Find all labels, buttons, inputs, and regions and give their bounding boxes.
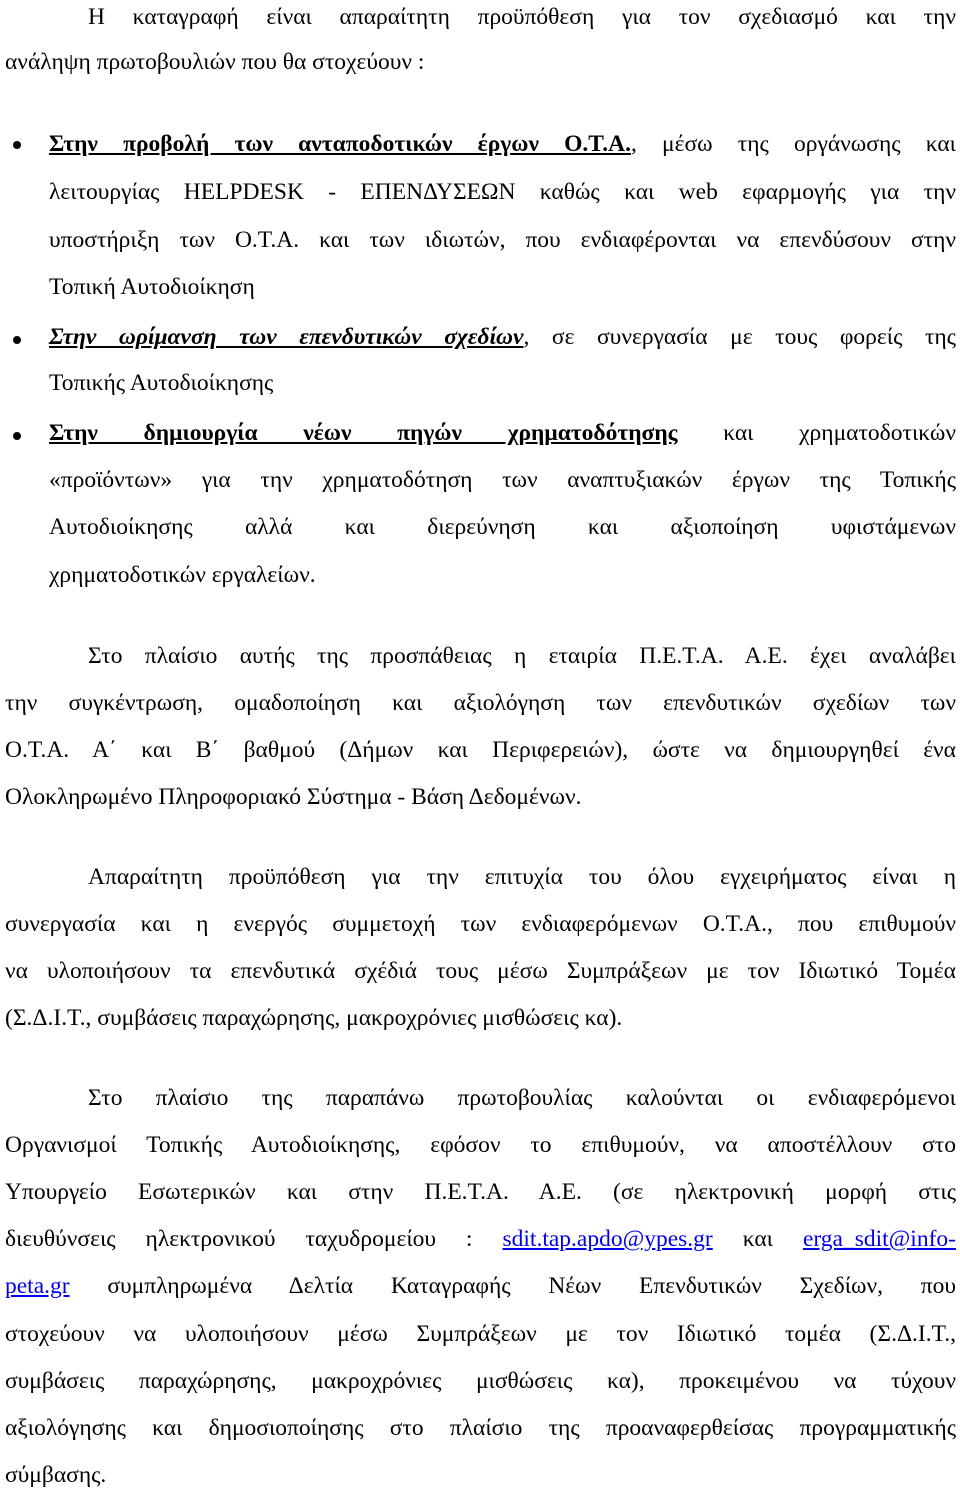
paragraph-4-line-5: [5, 1271, 956, 1301]
email-link-peta-continued[interactable]: peta.gr: [5, 1273, 70, 1299]
paragraph-4-line-4-mid: και: [712, 1226, 803, 1252]
paragraph-2-line-4: Ολοκληρωμένο Πληροφοριακό Σύστημα - Βάση Δεδομένων.: [5, 784, 582, 810]
bullet-1-line-4: Τοπική Αυτοδιοίκηση: [49, 274, 255, 300]
bullet-1-line-2: λειτουργίας HELPDESK - ΕΠΕΝΔΥΣΕΩΝ καθώς και web εφαρμογής για την: [49, 179, 956, 205]
paragraph-4-line-6: στοχεύουν να υλοποιήσουν μέσω Συμπράξεων με τον Ιδιωτικό τομέα (Σ.Δ.Ι.Τ.,: [5, 1321, 956, 1347]
bullet-2-line-2: Τοπικής Αυτοδιοίκησης: [49, 370, 274, 396]
bullet-1-line-3: υποστήριξη των Ο.Τ.Α. και των ιδιωτών, που ενδιαφέρονται να επενδύσουν στην: [49, 227, 956, 253]
bullet-3-emphasis: Στην δημιουργία νέων πηγών χρηματοδότησης: [49, 420, 678, 446]
paragraph-4-line-5-rest: συμπληρωμένα Δελτία Καταγραφής Νέων Επενδυτικών Σχεδίων, που: [69, 1273, 956, 1299]
bullet-2-line-1: [49, 322, 956, 352]
paragraph-1-line-1: Η καταγραφή είναι απαραίτητη προϋπόθεση για τον σχεδιασμό και την: [88, 4, 956, 30]
paragraph-3-line-4: (Σ.Δ.Ι.Τ., συμβάσεις παραχώρησης, μακροχρόνιες μισθώσεις κα).: [5, 1005, 623, 1031]
bullet-2-line-1-rest: , σε συνεργασία με τους φορείς της: [523, 324, 956, 350]
bullet-icon: [13, 336, 21, 344]
paragraph-4-line-3: Υπουργείο Εσωτερικών και στην Π.Ε.Τ.Α. Α.Ε. (σε ηλεκτρονική μορφή στις: [5, 1179, 956, 1205]
paragraph-4-line-7: συμβάσεις παραχώρησης, μακροχρόνιες μισθώσεις κα), προκειμένου να τύχουν: [5, 1368, 956, 1394]
paragraph-4-line-8: αξιολόγησης και δημοσιοποίησης στο πλαίσιο της προαναφερθείσας προγραμματικής: [5, 1415, 956, 1441]
email-link-peta[interactable]: erga_sdit@info-: [802, 1226, 956, 1252]
paragraph-3-line-2: συνεργασία και η ενεργός συμμετοχή των ενδιαφερόμενων Ο.Τ.Α., που επιθυμούν: [5, 911, 956, 937]
bullet-1-emphasis: Στην προβολή των ανταποδοτικών έργων Ο.Τ.Α.: [49, 131, 631, 157]
paragraph-1-line-2: ανάληψη πρωτοβουλιών που θα στοχεύουν :: [5, 49, 425, 75]
bullet-3-line-3: Αυτοδιοίκησης αλλά και διερεύνηση και αξιοποίηση υφιστάμενων: [49, 514, 956, 540]
paragraph-4-line-4-prefix: διευθύνσεις ηλεκτρονικού ταχυδρομείου :: [5, 1226, 503, 1252]
paragraph-2-line-2: την συγκέντρωση, ομαδοποίηση και αξιολόγηση των επενδυτικών σχεδίων των: [5, 690, 956, 716]
paragraph-4-line-2: Οργανισμοί Τοπικής Αυτοδιοίκησης, εφόσον το επιθυμούν, να αποστέλλουν στο: [5, 1132, 956, 1158]
bullet-1-line-1: [49, 129, 956, 159]
paragraph-3-line-1: Απαραίτητη προϋπόθεση για την επιτυχία του όλου εγχειρήματος είναι η: [88, 864, 956, 890]
paragraph-4-line-1: Στο πλαίσιο της παραπάνω πρωτοβουλίας καλούνται οι ενδιαφερόμενοι: [88, 1085, 956, 1111]
email-link-ypes[interactable]: sdit.tap.apdo@ypes.gr: [502, 1226, 713, 1252]
paragraph-2-line-1: Στο πλαίσιο αυτής της προσπάθειας η εταιρία Π.Ε.Τ.Α. Α.Ε. έχει αναλάβει: [88, 643, 956, 669]
bullet-icon: [13, 432, 21, 440]
bullet-1-line-1-rest: , μέσω της οργάνωσης και: [630, 131, 956, 157]
bullet-icon: [13, 141, 21, 149]
paragraph-4-line-9: σύμβασης.: [5, 1462, 107, 1488]
bullet-2-emphasis: Στην ωρίμανση των επενδυτικών σχεδίων: [49, 324, 524, 350]
paragraph-2-line-3: Ο.Τ.Α. Α΄ και Β΄ βαθμού (Δήμων και Περιφερειών), ώστε να δημιουργηθεί ένα: [5, 737, 956, 763]
bullet-3-line-1-rest: και χρηματοδοτικών: [677, 420, 956, 446]
bullet-3-line-4: χρηματοδοτικών εργαλείων.: [49, 562, 316, 588]
paragraph-4-line-4: [5, 1224, 956, 1254]
bullet-3-line-1: [49, 418, 956, 448]
bullet-3-line-2: «προϊόντων» για την χρηματοδότηση των αναπτυξιακών έργων της Τοπικής: [49, 467, 956, 493]
paragraph-3-line-3: να υλοποιήσουν τα επενδυτικά σχέδιά τους μέσω Συμπράξεων με τον Ιδιωτικό Τομέα: [5, 958, 956, 984]
